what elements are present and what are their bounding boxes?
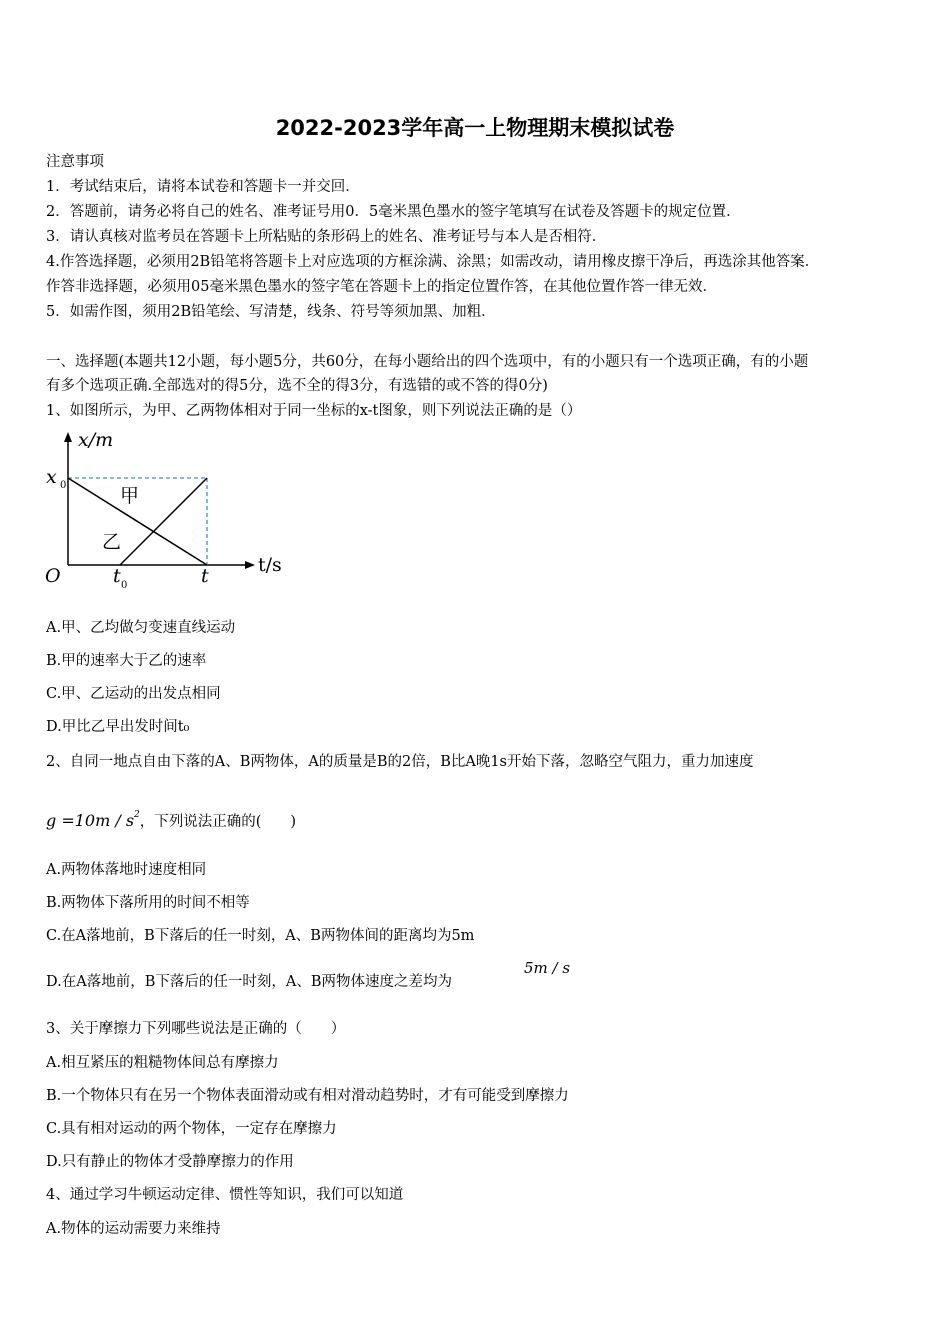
t0-subscript: 0 (121, 580, 128, 591)
question-2-option-b: B.两物体下落所用的时间不相等 (46, 895, 250, 911)
x-axis-label: t/s (258, 554, 282, 576)
question-3-option-a: A.相互紧压的粗糙物体间总有摩擦力 (46, 1055, 279, 1071)
t-label: t (201, 565, 209, 587)
question-3-option-c: C.具有相对运动的两个物体，一定存在摩擦力 (46, 1121, 337, 1137)
notice-item-1: 1．考试结束后，请将本试卷和答题卡一并交回． (46, 179, 360, 195)
jia-label: 甲 (120, 485, 140, 507)
question-3-option-d: D.只有静止的物体才受静摩擦力的作用 (46, 1154, 294, 1170)
notice-item-3: 3．请认真核对监考员在答题卡上所粘贴的条形码上的姓名、准考证号与本人是否相符． (46, 229, 607, 245)
x0-label: x (46, 466, 57, 488)
question-1-option-c: C.甲、乙运动的出发点相同 (46, 686, 221, 702)
x0-subscript: 0 (60, 480, 67, 491)
xt-graph (40, 428, 300, 598)
question-2-stem: 2、自同一地点自由下落的A、B两物体，A的质量是B的2倍，B比A晚1s开始下落，忽略空气阻力，重力加速度 (46, 754, 754, 770)
question-3-option-b: B.一个物体只有在另一个物体表面滑动或有相对滑动趋势时，才有可能受到摩擦力 (46, 1088, 569, 1104)
notice-item-5: 5．如需作图，须用2B铅笔绘、写清楚，线条、符号等须加黑、加粗． (46, 304, 496, 320)
question-1-stem: 1、如图所示，为甲、乙两物体相对于同一坐标的x-t图象，则下列说法正确的是（） (46, 403, 582, 419)
yi-label: 乙 (102, 531, 122, 553)
t0-label: t (113, 565, 121, 587)
origin-label: O (45, 565, 61, 587)
notice-item-2: 2．答题前，请务必将自己的姓名、准考证号用0．5毫米黑色墨水的签字笔填写在试卷及答题卡的规定位置． (46, 204, 741, 220)
question-3-stem: 3、关于摩擦力下列哪些说法是正确的（ ） (46, 1021, 346, 1037)
section-heading-line-1: 一、选择题(本题共12小题，每小题5分，共60分，在每小题给出的四个选项中，有的小题只有一个选项正确，有的小题 (46, 354, 809, 370)
question-2-option-c: C.在A落地前，B下落后的任一时刻，A、B两物体间的距离均为5m (46, 928, 475, 944)
question-2-option-d: D.在A落地前，B下落后的任一时刻，A、B两物体速度之差均为 (46, 974, 452, 990)
y-axis-arrow (64, 432, 72, 442)
question-1-option-b: B.甲的速率大于乙的速率 (46, 653, 207, 669)
question-4-stem: 4、通过学习牛顿运动定律、惯性等知识，我们可以知道 (46, 1187, 404, 1203)
question-1-option-a: A.甲、乙均做匀变速直线运动 (46, 620, 236, 636)
notice-item-4: 4.作答选择题，必须用2B铅笔将答题卡上对应选项的方框涂满、涂黑；如需改动，请用橡皮擦干净后，再选涂其他答案． (46, 254, 820, 270)
question-2-stem-tail: ，下列说法正确的( ) (139, 814, 297, 830)
y-axis-label: x/m (78, 429, 114, 451)
gravity-formula: g =10m / s (46, 811, 135, 830)
question-1-option-d: D.甲比乙早出发时间t₀ (46, 719, 190, 735)
gravity-formula-exponent: 2 (134, 810, 140, 820)
question-4-option-a: A.物体的运动需要力来维持 (46, 1221, 221, 1237)
notice-heading: 注意事项 (46, 154, 104, 170)
page-title: 2022-2023学年高一上物理期末模拟试卷 (275, 116, 675, 140)
velocity-difference-value: 5m / s (524, 959, 571, 977)
notice-item-4-cont: 作答非选择题，必须用05毫米黑色墨水的签字笔在答题卡上的指定位置作答，在其他位置作答一律无效． (46, 279, 717, 295)
x-axis-arrow (245, 561, 255, 569)
question-2-stem-cont (46, 805, 296, 832)
question-2-option-a: A.两物体落地时速度相同 (46, 862, 207, 878)
section-heading-line-2: 有多个选项正确.全部选对的得5分，选不全的得3分，有选错的或不答的得0分) (46, 378, 548, 394)
